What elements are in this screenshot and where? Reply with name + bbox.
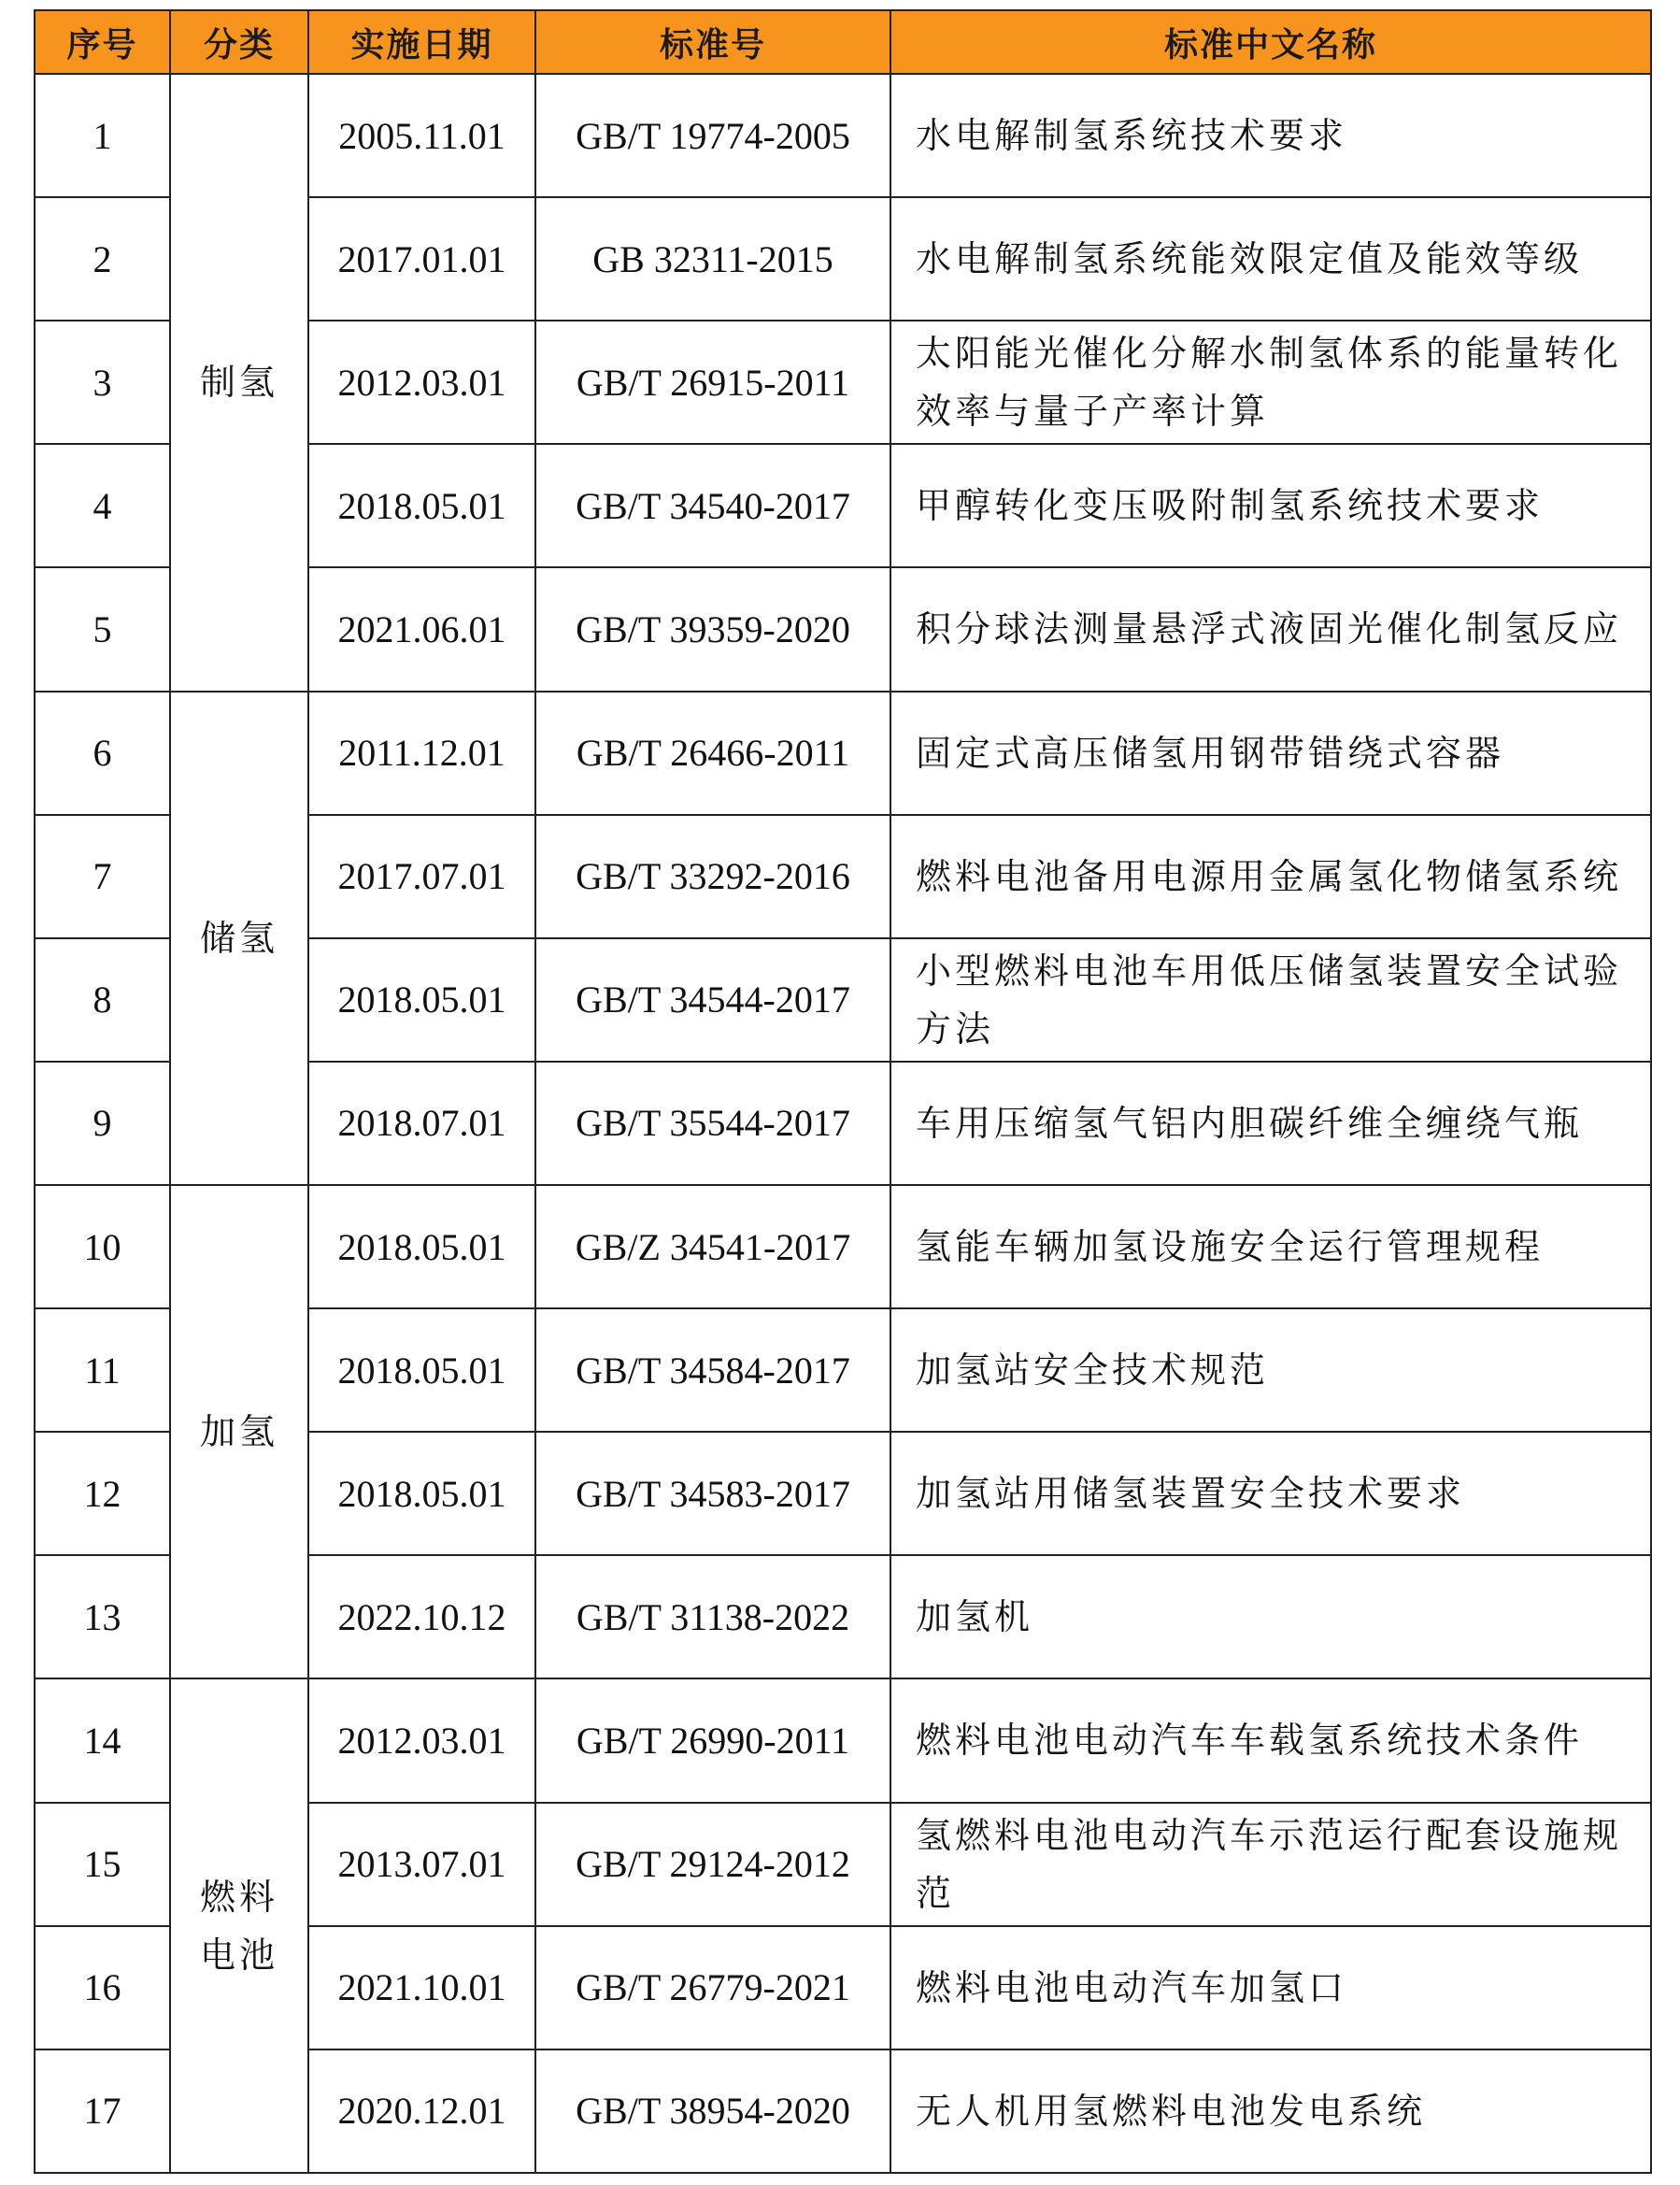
row-seq: 15 [35,1803,170,1926]
row-date: 2012.03.01 [308,321,535,444]
row-seq: 10 [35,1185,170,1308]
header-row [35,10,1651,74]
standards-table [34,9,1652,2174]
row-standard-code: GB/T 35544-2017 [535,1062,890,1185]
header-category: 分类 [170,10,308,74]
row-standard-code: GB/T 34540-2017 [535,444,890,567]
row-standard-name: 氢能车辆加氢设施安全运行管理规程 [890,1185,1651,1308]
header-date: 实施日期 [308,10,535,74]
row-standard-name: 无人机用氢燃料电池发电系统 [890,2049,1651,2173]
row-category: 储氢 [170,692,308,1185]
row-seq: 2 [35,197,170,321]
row-date: 2018.07.01 [308,1062,535,1185]
row-standard-code: GB 32311-2015 [535,197,890,321]
row-date: 2018.05.01 [308,1185,535,1308]
row-seq: 6 [35,692,170,815]
row-standard-code: GB/T 34544-2017 [535,938,890,1062]
row-category: 加氢 [170,1185,308,1678]
row-seq: 11 [35,1308,170,1432]
row-category: 燃料电池 [170,1678,308,2173]
header-seq: 序号 [35,10,170,74]
row-standard-name: 积分球法测量悬浮式液固光催化制氢反应 [890,567,1651,691]
row-standard-name: 小型燃料电池车用低压储氢装置安全试验方法 [890,938,1651,1062]
row-standard-name: 燃料电池电动汽车车载氢系统技术条件 [890,1678,1651,1802]
row-standard-name: 氢燃料电池电动汽车示范运行配套设施规范 [890,1803,1651,1926]
row-date: 2013.07.01 [308,1803,535,1926]
row-date: 2018.05.01 [308,1308,535,1432]
row-standard-code: GB/T 26466-2011 [535,692,890,815]
row-date: 2017.07.01 [308,815,535,938]
row-category: 制氢 [170,74,308,692]
row-standard-name: 固定式高压储氢用钢带错绕式容器 [890,692,1651,815]
row-date: 2022.10.12 [308,1555,535,1678]
row-standard-name: 甲醇转化变压吸附制氢系统技术要求 [890,444,1651,567]
header-code: 标准号 [535,10,890,74]
row-standard-code: GB/Z 34541-2017 [535,1185,890,1308]
row-standard-name: 水电解制氢系统技术要求 [890,74,1651,197]
row-standard-code: GB/T 26779-2021 [535,1926,890,2049]
row-standard-code: GB/T 26915-2011 [535,321,890,444]
row-date: 2020.12.01 [308,2049,535,2173]
row-seq: 17 [35,2049,170,2173]
row-date: 2018.05.01 [308,444,535,567]
row-seq: 12 [35,1432,170,1555]
row-date: 2017.01.01 [308,197,535,321]
row-standard-code: GB/T 31138-2022 [535,1555,890,1678]
header-name: 标准中文名称 [890,10,1651,74]
row-date: 2018.05.01 [308,1432,535,1555]
row-seq: 3 [35,321,170,444]
row-standard-name: 加氢站用储氢装置安全技术要求 [890,1432,1651,1555]
row-seq: 8 [35,938,170,1062]
row-standard-code: GB/T 26990-2011 [535,1678,890,1802]
row-standard-name: 燃料电池电动汽车加氢口 [890,1926,1651,2049]
row-standard-code: GB/T 34584-2017 [535,1308,890,1432]
table-body [35,74,1651,2173]
row-date: 2018.05.01 [308,938,535,1062]
row-seq: 7 [35,815,170,938]
row-seq: 13 [35,1555,170,1678]
row-seq: 16 [35,1926,170,2049]
row-standard-code: GB/T 33292-2016 [535,815,890,938]
row-standard-code: GB/T 38954-2020 [535,2049,890,2173]
table-row [35,74,1651,197]
row-standard-name: 太阳能光催化分解水制氢体系的能量转化效率与量子产率计算 [890,321,1651,444]
row-seq: 14 [35,1678,170,1802]
row-standard-name: 车用压缩氢气铝内胆碳纤维全缠绕气瓶 [890,1062,1651,1185]
row-date: 2012.03.01 [308,1678,535,1802]
row-seq: 9 [35,1062,170,1185]
row-standard-code: GB/T 39359-2020 [535,567,890,691]
row-date: 2005.11.01 [308,74,535,197]
row-seq: 4 [35,444,170,567]
row-seq: 1 [35,74,170,197]
row-standard-code: GB/T 19774-2005 [535,74,890,197]
table-row [35,1678,1651,1802]
row-standard-name: 加氢机 [890,1555,1651,1678]
row-date: 2011.12.01 [308,692,535,815]
row-date: 2021.06.01 [308,567,535,691]
table-row [35,692,1651,815]
row-seq: 5 [35,567,170,691]
row-standard-code: GB/T 34583-2017 [535,1432,890,1555]
row-standard-name: 加氢站安全技术规范 [890,1308,1651,1432]
table-row [35,1185,1651,1308]
row-standard-name: 水电解制氢系统能效限定值及能效等级 [890,197,1651,321]
row-date: 2021.10.01 [308,1926,535,2049]
table-header [35,10,1651,74]
row-standard-name: 燃料电池备用电源用金属氢化物储氢系统 [890,815,1651,938]
row-standard-code: GB/T 29124-2012 [535,1803,890,1926]
